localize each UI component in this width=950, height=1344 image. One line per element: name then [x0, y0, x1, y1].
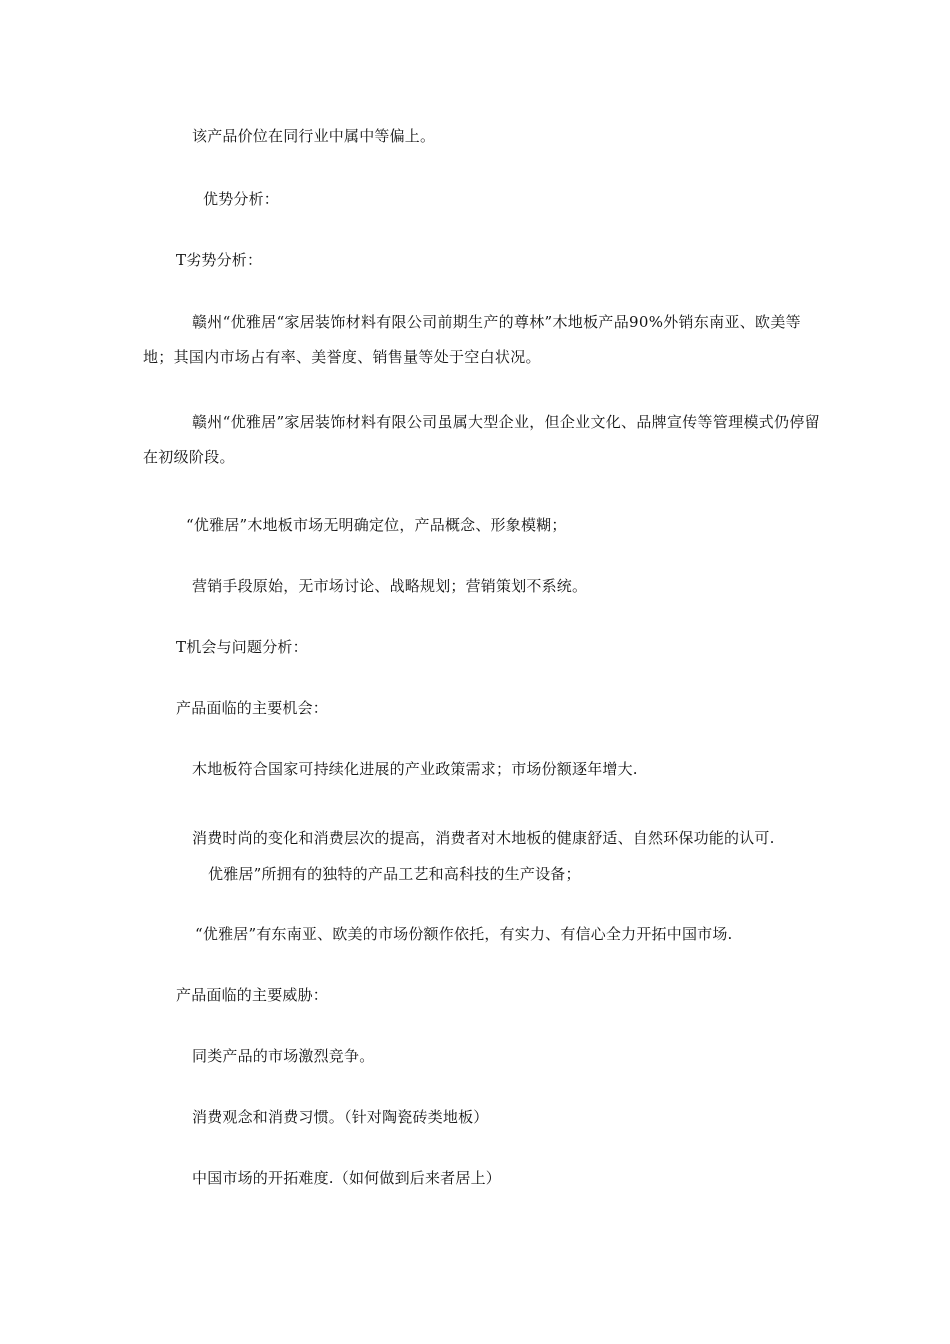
threats-subheading: 产品面临的主要威胁：	[176, 986, 329, 1004]
opportunity-policy-line: 木地板符合国家可持续化进展的产业政策需求；市场份额逐年增大.	[192, 760, 638, 778]
weakness-paragraph-export: 赣州“优雅居“家居装饰材料有限公司前期生产的尊林”木地板产品90%外销东南亚、欧美等地；其国内市场占有率、美誉度、销售量等处于空白状况。	[143, 313, 801, 366]
weaknesses-heading: T劣势分析：	[176, 251, 263, 269]
price-position-line: 该产品价位在同行业中属中等偏上。	[192, 127, 436, 145]
opportunity-market-line: “优雅居”有东南亚、欧美的市场份额作依托，有实力、有信心全力开拓中国市场.	[195, 925, 733, 943]
opportunity-problem-heading: T机会与问题分析：	[176, 638, 308, 656]
weakness-marketing-line: 营销手段原始，无市场讨论、战略规划；营销策划不系统。	[192, 577, 588, 595]
opportunity-technology-line: 优雅居”所拥有的独特的产品工艺和高科技的生产设备；	[208, 865, 581, 883]
weakness-positioning-line: “优雅居”木地板市场无明确定位，产品概念、形象模糊；	[186, 516, 567, 534]
opportunities-subheading: 产品面临的主要机会：	[176, 699, 329, 717]
threat-habits-line: 消费观念和消费习惯。（针对陶瓷砖类地板）	[192, 1108, 489, 1126]
weakness-paragraph-management: 赣州“优雅居”家居装饰材料有限公司虽属大型企业，但企业文化、品牌宣传等管理模式仍停留在初级阶段。	[143, 413, 820, 466]
opportunity-consumer-line: 消费时尚的变化和消费层次的提高，消费者对木地板的健康舒适、自然环保功能的认可.	[192, 829, 775, 847]
threat-market-difficulty-line: 中国市场的开拓难度.（如何做到后来者居上）	[192, 1169, 501, 1187]
threat-competition-line: 同类产品的市场激烈竞争。	[192, 1047, 375, 1065]
strengths-heading: 优势分析：	[203, 190, 280, 208]
